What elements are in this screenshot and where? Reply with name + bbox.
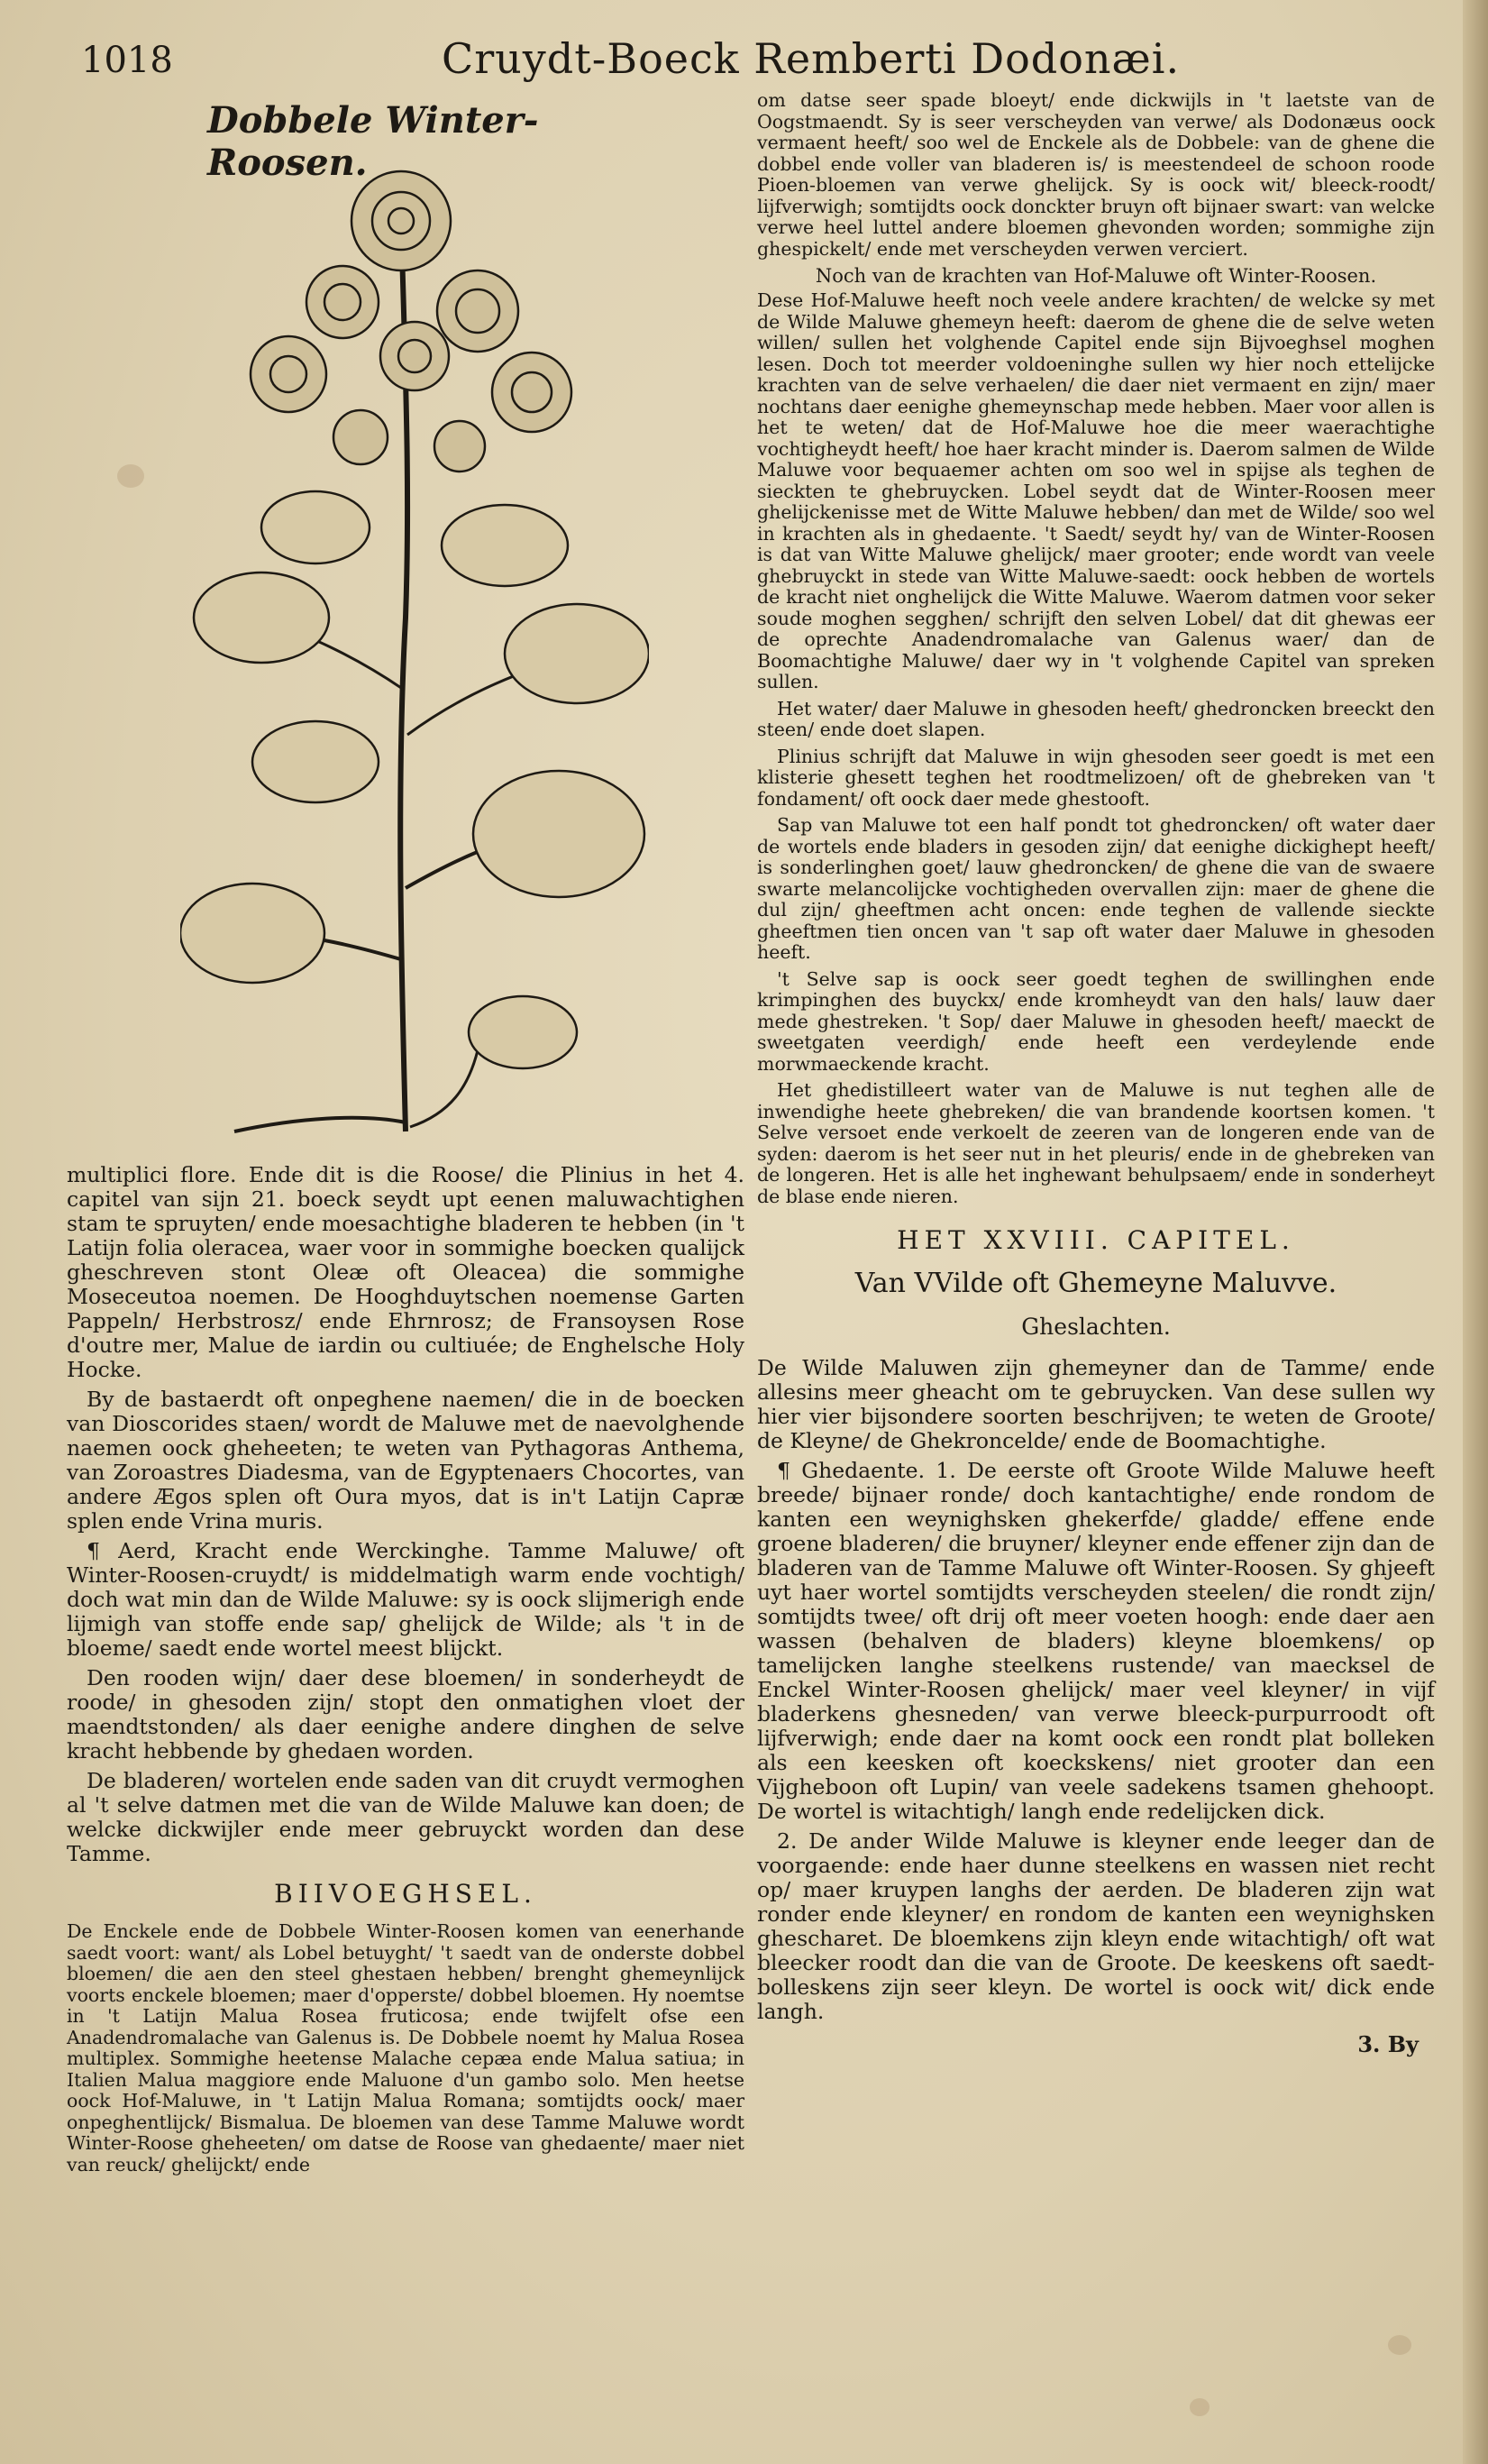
paragraph: ¶ Ghedaente. 1. De eerste oft Groote Wilde Maluwe heeft breede/ bijnaer ronde/ doch kantachtighe/ ende rondom de kanten een weynighsken ghekerfde/ gladde/ effene ende groene bladeren/ die bruyner/ kleyner ende effener zijn dan de bladeren van de Tamme Maluwe oft Winter-Roosen. Sy ghjeeft uyt haer wortel somtijdts verscheyden steelen/ die rondt zijn/ somtijdts twee/ oft drij oft meer voeten hoogh: ende daer aen wassen (behalven de bladers) kleyne bloemkens/ op tamelijcken langhe steelkens rustende/ van maecksel de Enckel Winter-Roosen ghelijck/ maer veel kleyner/ in vijf bladerkens ghesneden/ van verwe bleeck-purpurroodt oft lijfverwigh; ende daer na komt oock een rondt plat bolleken als een keesken oft koeckskens/ niet grooter dan een Vijgheboon oft Lupin/ van veele sadekens tsamen ghehoopt. De wortel is witachtigh/ langh ende redelijcken dick.: [757, 1458, 1435, 1824]
chapter-heading: HET XXVIII. CAPITEL.: [897, 1225, 1295, 1255]
page-header: [81, 34, 1433, 88]
paragraph: 2. De ander Wilde Maluwe is kleyner ende leeger dan de voorgaende: ende haer dunne steelkens en wassen niet recht op/ maer kruypen langhs der aerden. De bladeren zijn wat ronder ende kleyner/ en rondom de kanten een weynighsken ghescharet. De bloemkens zijn kleyn ende witachtigh/ oft wat bleecker roodt dan die van de Groote. De keeskens oft saedt-bolleskens zijn seer kleyn. De wortel is oock wit/ dick ende langh.: [757, 1828, 1435, 2024]
paragraph-heading: Noch van de krachten van Hof-Maluwe oft Winter-Roosen.: [815, 265, 1377, 287]
figure-title: Dobbele Winter-Roosen.: [207, 99, 539, 184]
paragraph: Sap van Maluwe tot een half pondt tot ghedroncken/ oft water daer de wortels ende bladers in gesoden zijn/ dat eenighe dickighept heeft/ is sonderlinghen goet/ lauw ghedroncken/ de ghene die van de swaere swarte melancolijcke vochtigheden overvallen zijn: maer de ghene die dul zijn/ gheeftmen acht oncen: ende teghen de vallende sieckte gheeftmen tien oncen van 't sap oft water daer Maluwe in ghesoden heeft.: [757, 814, 1435, 963]
running-head: Cruydt-Boeck Remberti Dodonæi.: [442, 34, 1181, 83]
ink-stain: [117, 464, 144, 488]
left-column: [67, 1163, 744, 2181]
paragraph: By de bastaerdt oft onpeghene naemen/ die in de boecken van Dioscorides staen/ wordt de Maluwe met de naevolghende naemen oock gheheeten; te weten van Pythagoras Anthema, van Zoroastres Diadesma, van de Egyptenaers Chocortes, van andere Ægos splen oft Oura myos, dat is in't Latijn Capræ splen ende Vrina muris.: [67, 1387, 744, 1534]
paragraph: Het water/ daer Maluwe in ghesoden heeft/ ghedroncken breeckt den steen/ ende doet slapen.: [757, 697, 1435, 740]
subsection-heading: Gheslachten.: [1021, 1314, 1171, 1340]
plant-woodcut-illustration: [180, 149, 649, 1140]
page-number: 1018: [81, 40, 173, 81]
right-column: [757, 90, 1435, 2057]
paragraph: Dese Hof-Maluwe heeft noch veele andere krachten/ de welcke sy met de Wilde Maluwe ghemeyn heeft: daerom de ghene die de selve weten willen/ sullen het volghende Capitel ende sijn Bijvoeghsel moghen lesen. Doch tot meerder voldoeninghe sullen wy hier noch ettelijcke krachten van de selve verhaelen/ die daer niet vermaent en zijn/ maer nochtans daer eenighe ghemeynschap mede hebben. Maer voor allen is het te weten/ dat de Hof-Maluwe hoe die meer waerachtighe vochtigheydt heeft/ hoe haer kracht minder is. Daerom salmen de Wilde Maluwe voor bequaemer achten om soo wel in spijse als teghen de sieckten te ghebruycken. Lobel seydt dat de Winter-Roosen meer ghelijckenisse met de Witte Maluwe hebben/ dan met de Wilde/ soo wel in krachten als in ghedaente. 't Saedt/ seydt hy/ van de Winter-Roosen is dat van Witte Maluwe ghelijck/ maer grooter; ende wordt van veele ghebruyckt in stede van Witte Maluwe-saedt: oock hebben de wortels de kracht niet onghelijck die Witte Maluwe. Waerom datmen voor seker soude moghen segghen/ schrijft den selven Lobel/ dat dit ghewas eer de oprechte Anadendromalache van Galenus waer/ dan de Boomachtighe Maluwe/ daer wy in 't volghende Capitel van spreken sullen.: [757, 289, 1435, 692]
paragraph: om datse seer spade bloeyt/ ende dickwijls in 't laetste van de Oogstmaendt. Sy is seer verscheyden van verwe/ als Dodonæus oock vermaent heeft/ soo wel de Enckele als de Dobbele: van de ghene die dobbel ende voller van bladeren is/ is meestendeel de schoon roode Pioen-bloemen van verwe ghelijck. Sy is oock wit/ bleeck-roodt/ lijfverwigh; somtijdts oock donckter bruyn oft bijnaer swart: van welcke verwe heel luttel andere bloemen ghevonden worden; sommighe zijn ghespickelt/ ende met verscheyden verwen verciert.: [757, 89, 1435, 260]
chapter-title: Van VVilde oft Ghemeyne Maluvve.: [854, 1268, 1337, 1299]
section-heading: BIIVOEGHSEL.: [274, 1879, 537, 1909]
ink-stain: [1388, 2335, 1411, 2355]
catchword: 3. By: [1357, 2031, 1419, 2057]
paragraph: multiplici flore. Ende dit is die Roose/ die Plinius in het 4. capitel van sijn 21. boeck seydt upt eenen maluwachtighen stam te spruyten/ ende moesachtighe bladeren te hebben (in 't Latijn folia oleracea, waer voor in sommighe boecken qualijck gheschreven stont Oleæ oft Oleacea) die sommighe Moseceutoa noemen. De Hooghduytschen noemense Garten Pappeln/ Herbstrosz/ ende Ehrnrosz; de Fransoysen Rose d'outre mer, Malue de iardin ou cultiuée; de Enghelsche Holy Hocke.: [67, 1162, 744, 1382]
page-edge: [1463, 0, 1488, 2464]
paragraph: ¶ Aerd, Kracht ende Werckinghe. Tamme Maluwe/ oft Winter-Roosen-cruydt/ is middelmatigh warm ende vochtigh/ doch wat min dan de Wilde Maluwe: sy is oock slijmerigh ende lijmigh van stoffe ende sap/ ghelijck de Wilde; als 't in de bloeme/ saedt ende wortel meest blijckt.: [67, 1538, 744, 1661]
paragraph: Plinius schrijft dat Maluwe in wijn ghesoden seer goedt is met een klisterie ghesett teghen het roodtmelizoen/ oft de ghebreken van 't fondament/ oft oock daer mede ghestooft.: [757, 745, 1435, 810]
paragraph: 't Selve sap is oock seer goedt teghen de swillinghen ende krimpinghen des buyckx/ ende kromheydt van den hals/ lauw daer mede ghestreken. 't Sop/ daer Maluwe in ghesoden heeft/ maeckt de sweetgaten veerdigh/ ende heeft een verdeylende ende morwmaeckende kracht.: [757, 967, 1435, 1075]
ink-stain: [1190, 2398, 1210, 2416]
paragraph: De bladeren/ wortelen ende saden van dit cruydt vermoghen al 't selve datmen met die van de Wilde Maluwe kan doen; de welcke dickwijler ende meer gebruyckt worden dan dese Tamme.: [67, 1768, 744, 1866]
paragraph: De Wilde Maluwen zijn ghemeyner dan de Tamme/ ende allesins meer gheacht om te gebruycken. Van dese sullen wy hier vier bijsondere soorten beschrijven; te weten de Groote/ de Kleyne/ de Ghekroncelde/ ende de Boomachtighe.: [757, 1355, 1435, 1453]
paragraph: Het ghedistilleert water van de Maluwe is nut teghen alle de inwendighe heete ghebreken/ die van brandende koortsen komen. 't Selve versoet ende verkoelt de zeeren van de longeren ende van de syden: daerom is het seer nut in het pleuris/ ende in de ghebreken van de longeren. Het is alle het inghewant behulpsaem/ ende in sonderheyt de blase ende nieren.: [757, 1079, 1435, 1207]
paragraph: Den rooden wijn/ daer dese bloemen/ in sonderheydt de roode/ in ghesoden zijn/ stopt den onmatighen vloet der maendtstonden/ als daer eenighe andere dinghen de selve kracht hebbende by ghedaen worden.: [67, 1665, 744, 1763]
paragraph: De Enckele ende de Dobbele Winter-Roosen komen van eenerhande saedt voort: want/ als Lobel betuyght/ 't saedt van de onderste dobbel bloemen/ die aen den steel ghestaen hebben/ brenght ghemeynlijck voorts enckele bloemen; maer d'opperste/ dobbel bloemen. Hy noemtse in 't Latijn Malua Rosea fruticosa; ende twijfelt ofse een Anadendromalache van Galenus is. De Dobbele noemt hy Malua Rosea multiplex. Sommighe heetense Malache cepæa ende Malua satiua; in Italien Malua maggiore ende Maluone d'un gambo solo. Men heetse oock Hof-Maluwe, in 't Latijn Malua Romana; somtijdts oock/ maer onpeghentlijck/ Bismalua. De bloemen van dese Tamme Maluwe wordt Winter-Roose gheheeten/ om datse de Roose van ghedaente/ maer niet van reuck/ ghelijckt/ ende: [67, 1920, 744, 2175]
